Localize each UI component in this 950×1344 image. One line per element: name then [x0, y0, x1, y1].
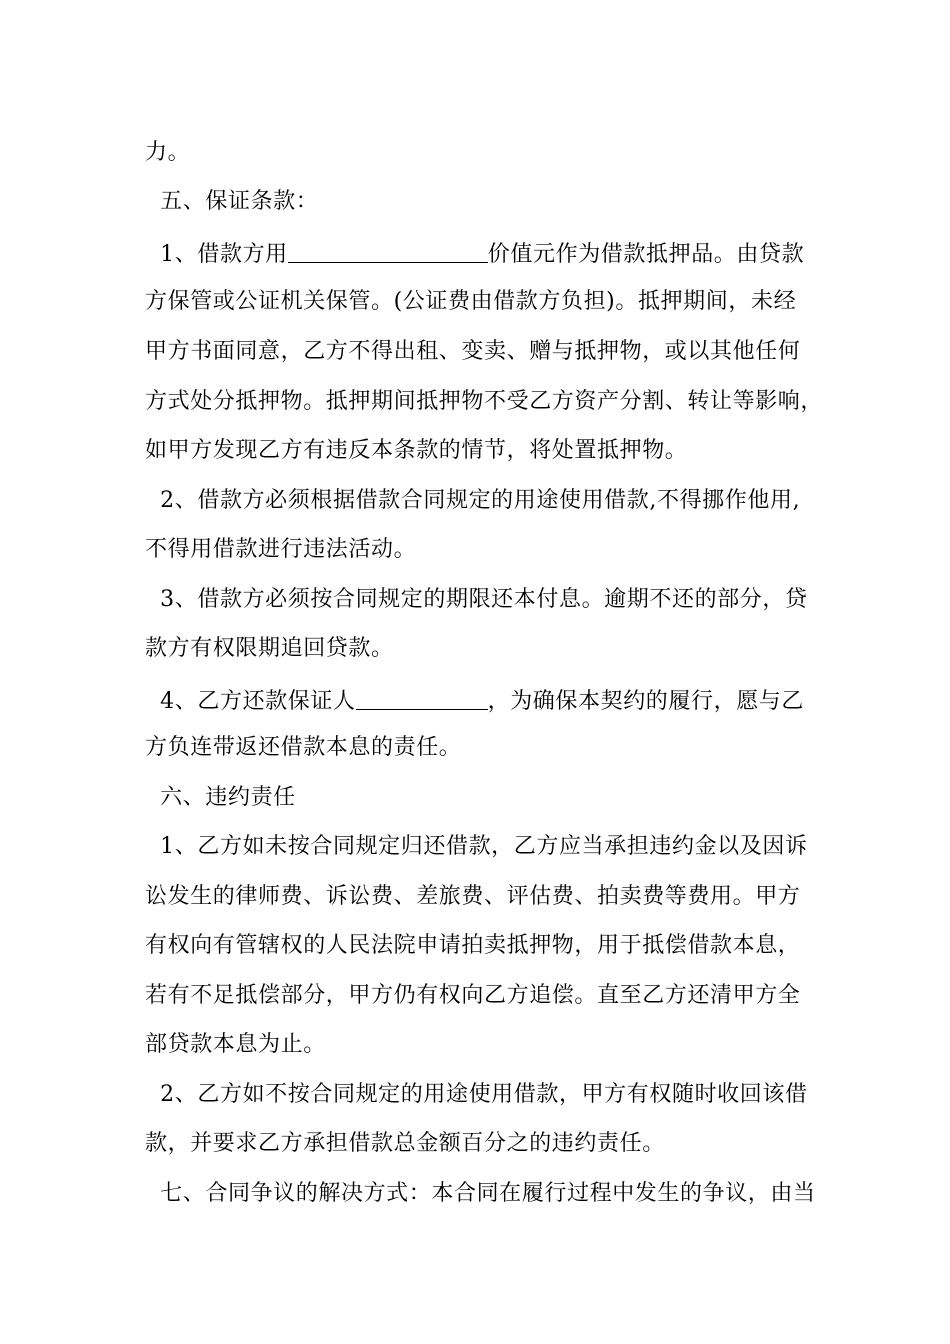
section-heading-dispute: 七、合同争议的解决方式：本合同在履行过程中发生的争议，由当	[145, 1181, 816, 1206]
text-line: 2、借款方必须根据借款合同规定的用途使用借款,不得挪作他用,	[145, 488, 801, 513]
text-line: 甲方书面同意，乙方不得出租、变卖、赠与抵押物，或以其他任何	[145, 339, 801, 364]
text-line: 不得用借款进行违法活动。	[145, 537, 417, 562]
section-heading-breach: 六、违约责任	[145, 785, 296, 810]
text-line: 若有不足抵偿部分，甲方仍有权向乙方追偿。直至乙方还清甲方全	[145, 983, 801, 1008]
text-line: 力。	[145, 140, 191, 165]
text-line: 方负连带返还借款本息的责任。	[145, 735, 462, 760]
text-line	[145, 679, 825, 719]
text-line: 有权向有管辖权的人民法院申请拍卖抵押物，用于抵偿借款本息，	[145, 933, 801, 958]
text-line: 方保管或公证机关保管。(公证费由借款方负担)。抵押期间，未经	[145, 289, 797, 314]
text-line: 款方有权限期追回贷款。	[145, 636, 394, 661]
text-line	[145, 232, 825, 272]
text-segment: 1、借款方用	[145, 242, 288, 267]
text-line: 部贷款本息为止。	[145, 1032, 326, 1057]
text-line: 1、乙方如未按合同规定归还借款，乙方应当承担违约金以及因诉	[145, 834, 808, 859]
text-line: 讼发生的律师费、诉讼费、差旅费、评估费、拍卖费等费用。甲方	[145, 884, 801, 909]
text-segment: 价值元作为借款抵押品。由贷款	[487, 242, 805, 267]
fill-in-blank	[288, 234, 488, 263]
text-line: 方式处分抵押物。抵押期间抵押物不受乙方资产分割、转让等影响，	[145, 389, 824, 414]
text-segment: 4、乙方还款保证人	[145, 689, 356, 714]
text-line: 3、借款方必须按合同规定的期限还本付息。逾期不还的部分，贷	[145, 587, 808, 612]
text-line: 2、乙方如不按合同规定的用途使用借款，甲方有权随时收回该借	[145, 1082, 808, 1107]
text-line: 如甲方发现乙方有违反本条款的情节，将处置抵押物。	[145, 438, 688, 463]
fill-in-blank	[356, 681, 488, 710]
section-heading-guarantee: 五、保证条款：	[145, 189, 319, 214]
text-line: 款，并要求乙方承担借款总金额百分之的违约责任。	[145, 1131, 665, 1156]
text-segment: ，为确保本契约的履行，愿与乙	[487, 689, 804, 714]
